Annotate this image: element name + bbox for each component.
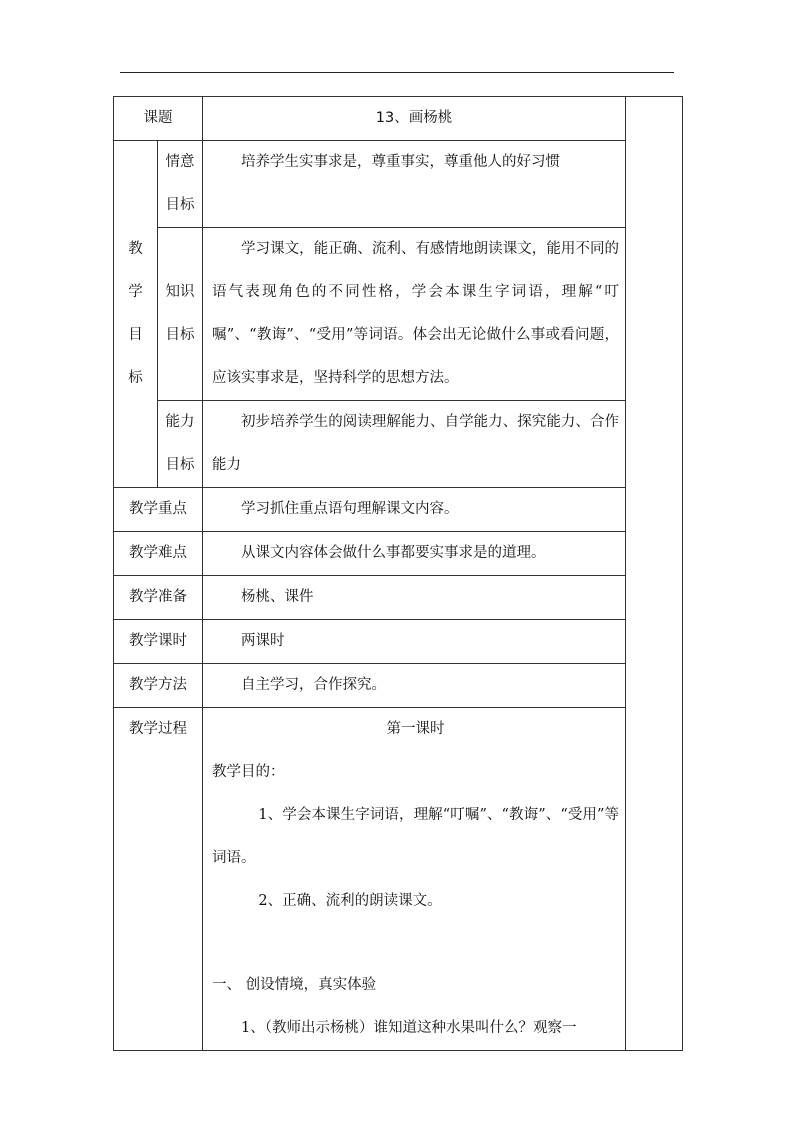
goals-char-1: 教 <box>128 241 143 257</box>
ability-goal-text <box>203 401 626 488</box>
aim-1: 1、学会本课生字词语，理解“叮嘱”、“教诲”、“受用”等词语。 <box>212 807 619 866</box>
emotion-goal-paragraph: 培养学生实事求是，尊重事实，尊重他人的好习惯 <box>241 154 560 170</box>
difficulties-text <box>203 532 626 576</box>
session-heading: 第一课时 <box>386 721 445 737</box>
preparation-label: 教学准备 <box>114 576 203 620</box>
knowledge-label-line-2: 目标 <box>165 327 195 343</box>
emotion-label-line-1: 情意 <box>165 154 195 170</box>
knowledge-goal-label <box>158 228 203 401</box>
lesson-plan-table <box>113 96 683 1051</box>
goals-char-4: 标 <box>128 370 143 386</box>
aim-heading: 教学目的： <box>212 764 285 780</box>
preparation-row <box>114 576 683 620</box>
header-rule <box>120 72 674 73</box>
emotion-goal-label <box>158 141 203 228</box>
emotion-goal-row <box>114 141 683 228</box>
step-1: 1、（教师出示杨桃）谁知道这种水果叫什么？观察一 <box>241 1020 577 1036</box>
class-hours-value: 两课时 <box>241 633 285 649</box>
difficulties-row <box>114 532 683 576</box>
class-hours-text <box>203 620 626 664</box>
aim-2: 2、正确、流利的朗读课文。 <box>258 893 442 909</box>
process-content <box>203 708 626 1051</box>
ability-goal-row <box>114 401 683 488</box>
ability-label-line-2: 目标 <box>165 457 195 473</box>
method-row <box>114 664 683 708</box>
key-points-value: 学习抓住重点语句理解课文内容。 <box>241 501 459 517</box>
key-points-label: 教学重点 <box>114 488 203 532</box>
ability-label-line-1: 能力 <box>165 414 195 430</box>
lesson-title: 13、画杨桃 <box>203 97 626 141</box>
preparation-text <box>203 576 626 620</box>
preparation-value: 杨桃、课件 <box>241 589 314 605</box>
topic-label: 课题 <box>114 97 203 141</box>
emotion-goal-text <box>203 141 626 228</box>
blank-line <box>212 923 619 964</box>
knowledge-goal-paragraph: 学习课文，能正确、流利、有感情地朗读课文，能用不同的语气表现角色的不同性格，学会本课生字词语，理解“叮嘱”、“教诲”、“受用”等词语。体会出无论做什么事或看问题，应该实事求是，坚持科学的思想方法。 <box>212 241 619 386</box>
process-label: 教学过程 <box>114 708 203 1051</box>
knowledge-goal-text <box>203 228 626 401</box>
key-points-row <box>114 488 683 532</box>
class-hours-row <box>114 620 683 664</box>
process-row <box>114 708 683 1051</box>
ability-goal-label <box>158 401 203 488</box>
knowledge-goal-row <box>114 228 683 401</box>
goals-char-2: 学 <box>128 284 143 300</box>
title-row <box>114 97 683 141</box>
method-label: 教学方法 <box>114 664 203 708</box>
key-points-text <box>203 488 626 532</box>
difficulties-value: 从课文内容体会做什么事都要实事求是的道理。 <box>241 545 546 561</box>
emotion-label-line-2: 目标 <box>165 197 195 213</box>
step-heading: 一、 创设情境，真实体验 <box>212 977 377 993</box>
difficulties-label: 教学难点 <box>114 532 203 576</box>
goals-char-3: 目 <box>128 327 143 343</box>
right-margin-column <box>626 97 683 1051</box>
teaching-goals-label <box>114 141 158 488</box>
class-hours-label: 教学课时 <box>114 620 203 664</box>
knowledge-label-line-1: 知识 <box>165 284 195 300</box>
ability-goal-paragraph: 初步培养学生的阅读理解能力、自学能力、探究能力、合作能力 <box>212 414 619 473</box>
method-text <box>203 664 626 708</box>
method-value: 自主学习，合作探究。 <box>241 677 386 693</box>
